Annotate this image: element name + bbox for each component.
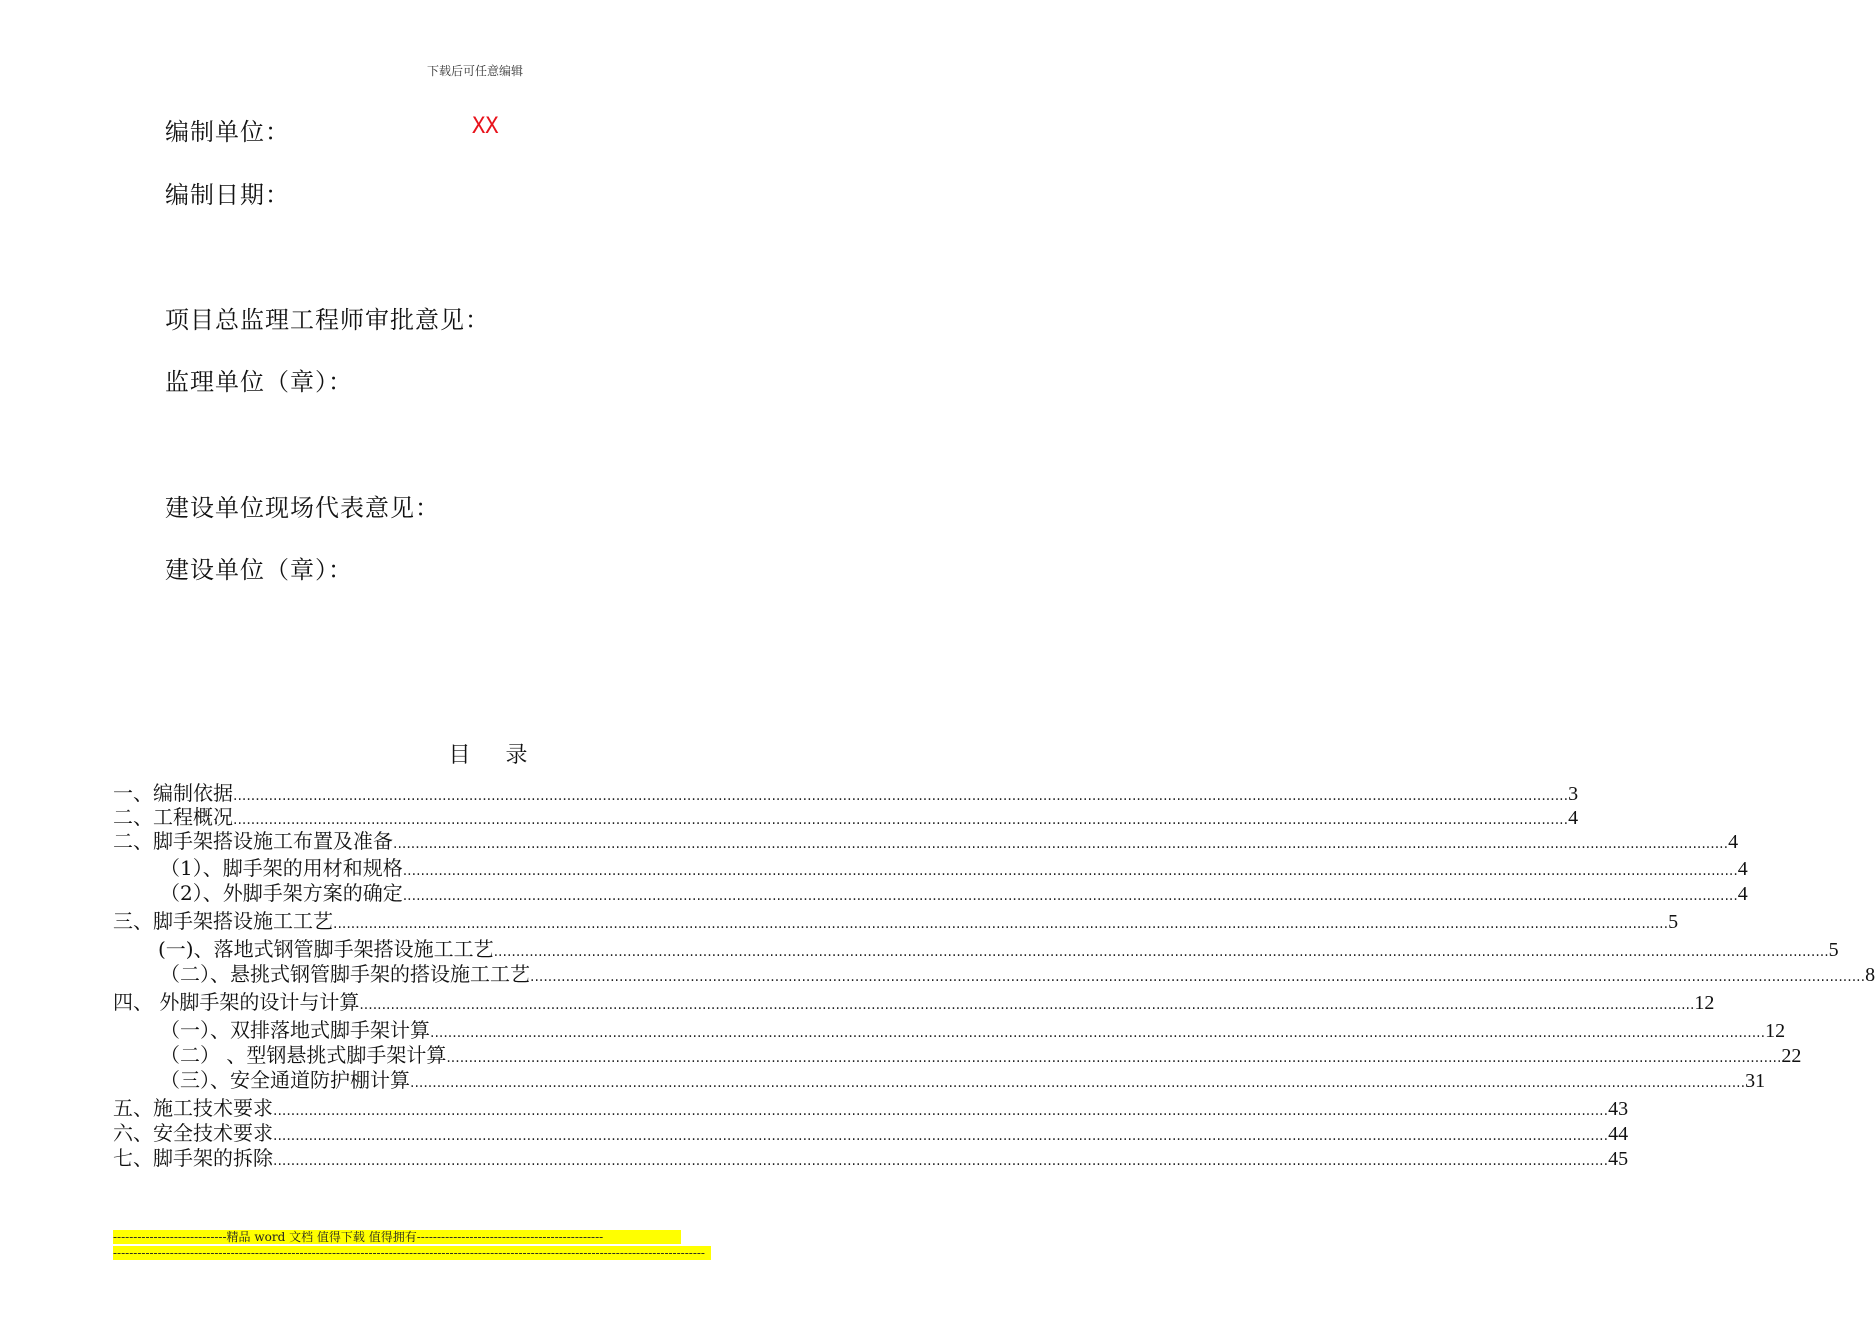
toc-item-label: 一、编制依据 (113, 781, 233, 805)
toc-item[interactable] (158, 937, 1839, 965)
toc-item-page: 12 (1694, 992, 1715, 1014)
toc-item-page: 45 (1608, 1148, 1629, 1170)
toc-leader-dots: ............................................................................................................................................................................................................................................................................................................ (273, 1153, 1609, 1169)
toc-leader-dots: ............................................................................................................................................................................................................................................................................................................ (333, 916, 1669, 932)
toc-item-label: 七、脚手架的拆除 (113, 1146, 273, 1170)
toc-leader-dots: ............................................................................................................................................................................................................................................................................................................ (410, 1075, 1746, 1091)
toc-title: 目 录 (448, 743, 542, 768)
compile-unit-label: 编制单位： (165, 118, 290, 146)
toc-leader-dots: ............................................................................................................................................................................................................................................................................................................ (430, 1025, 1766, 1041)
toc-item-label: 五、施工技术要求 (113, 1096, 273, 1120)
toc-leader-dots: ............................................................................................................................................................................................................................................................................................................ (446, 1050, 1782, 1066)
toc-item-label: 二、脚手架搭设施工布置及准备 (113, 829, 393, 853)
supervision-unit-label: 监理单位（章）： (165, 368, 353, 396)
toc-item-page: 31 (1745, 1070, 1766, 1092)
toc-item[interactable] (160, 881, 1748, 909)
toc-item-page: 3 (1568, 783, 1579, 805)
toc-item-page: 5 (1828, 939, 1839, 961)
toc-item[interactable] (160, 1068, 1766, 1096)
toc-leader-dots: ............................................................................................................................................................................................................................................................................................................ (273, 1103, 1609, 1119)
toc-leader-dots: ............................................................................................................................................................................................................................................................................................................ (402, 863, 1738, 879)
compile-unit-value: XX (472, 114, 499, 139)
toc-item-label: （二） 、型钢悬挑式脚手架计算 (160, 1043, 447, 1067)
toc-item-label: 二、工程概况 (113, 805, 233, 829)
toc-item-label: （一）、双排落地式脚手架计算 (160, 1018, 430, 1042)
toc-item-label: （三）、安全通道防护棚计算 (160, 1068, 410, 1092)
toc-leader-dots: ............................................................................................................................................................................................................................................................................................................ (393, 836, 1729, 852)
toc-item[interactable] (113, 909, 1679, 937)
toc-item[interactable] (160, 962, 1875, 990)
toc-item[interactable] (160, 1018, 1786, 1046)
footer-separator: -------------------------------------------------------------------------------------------------------------------------------------------------- (113, 1246, 711, 1260)
owner-rep-opinion-label: 建设单位现场代表意见： (165, 494, 440, 522)
toc-item-label: （1）、脚手架的用材和规格 (160, 856, 403, 880)
footer-banner: ----------------------------精品 word 文档 值得下载 值得拥有---------------------------------------------- (113, 1230, 681, 1244)
toc-item-label: 六、安全技术要求 (113, 1121, 273, 1145)
toc-leader-dots: ............................................................................................................................................................................................................................................................................................................ (530, 969, 1866, 985)
owner-unit-label: 建设单位（章）： (165, 556, 353, 584)
toc-item[interactable] (113, 1146, 1629, 1174)
toc-item[interactable] (113, 990, 1715, 1018)
supervisor-opinion-label: 项目总监理工程师审批意见： (165, 306, 490, 334)
toc-item[interactable] (160, 1043, 1802, 1071)
toc-item-label: (一)、落地式钢管脚手架搭设施工工艺 (158, 937, 494, 961)
toc-item-page: 4 (1737, 858, 1748, 880)
toc-item-label: 三、脚手架搭设施工工艺 (113, 909, 333, 933)
toc-leader-dots: ............................................................................................................................................................................................................................................................................................................ (359, 997, 1695, 1013)
toc-item[interactable] (160, 856, 1748, 884)
toc-item-page: 4 (1728, 831, 1739, 853)
toc-leader-dots: ............................................................................................................................................................................................................................................................................................................ (233, 788, 1569, 804)
toc-item[interactable] (113, 1121, 1629, 1149)
toc-item-label: 四、 外脚手架的设计与计算 (113, 990, 360, 1014)
toc-item-page: 12 (1765, 1020, 1786, 1042)
toc-item-label: （2）、外脚手架方案的确定 (160, 881, 403, 905)
toc-item-label: （二）、悬挑式钢管脚手架的搭设施工工艺 (160, 962, 530, 986)
toc-item[interactable] (113, 829, 1739, 857)
toc-item[interactable] (113, 1096, 1629, 1124)
toc-item-page: 22 (1781, 1045, 1802, 1067)
toc-item-page: 5 (1668, 911, 1679, 933)
toc-item-page: 43 (1608, 1098, 1629, 1120)
toc-leader-dots: ............................................................................................................................................................................................................................................................................................................ (493, 944, 1829, 960)
toc-item-page: 4 (1737, 883, 1748, 905)
toc-item-page: 4 (1568, 807, 1579, 829)
toc-leader-dots: ............................................................................................................................................................................................................................................................................................................ (402, 888, 1738, 904)
toc-leader-dots: ............................................................................................................................................................................................................................................................................................................ (273, 1128, 1609, 1144)
page-header: 下载后可任意编辑 (426, 64, 523, 78)
compile-date-label: 编制日期： (165, 181, 290, 209)
toc-item-page: 44 (1608, 1123, 1629, 1145)
toc-leader-dots: ............................................................................................................................................................................................................................................................................................................ (233, 812, 1569, 828)
toc-item-page: 8 (1865, 964, 1875, 986)
